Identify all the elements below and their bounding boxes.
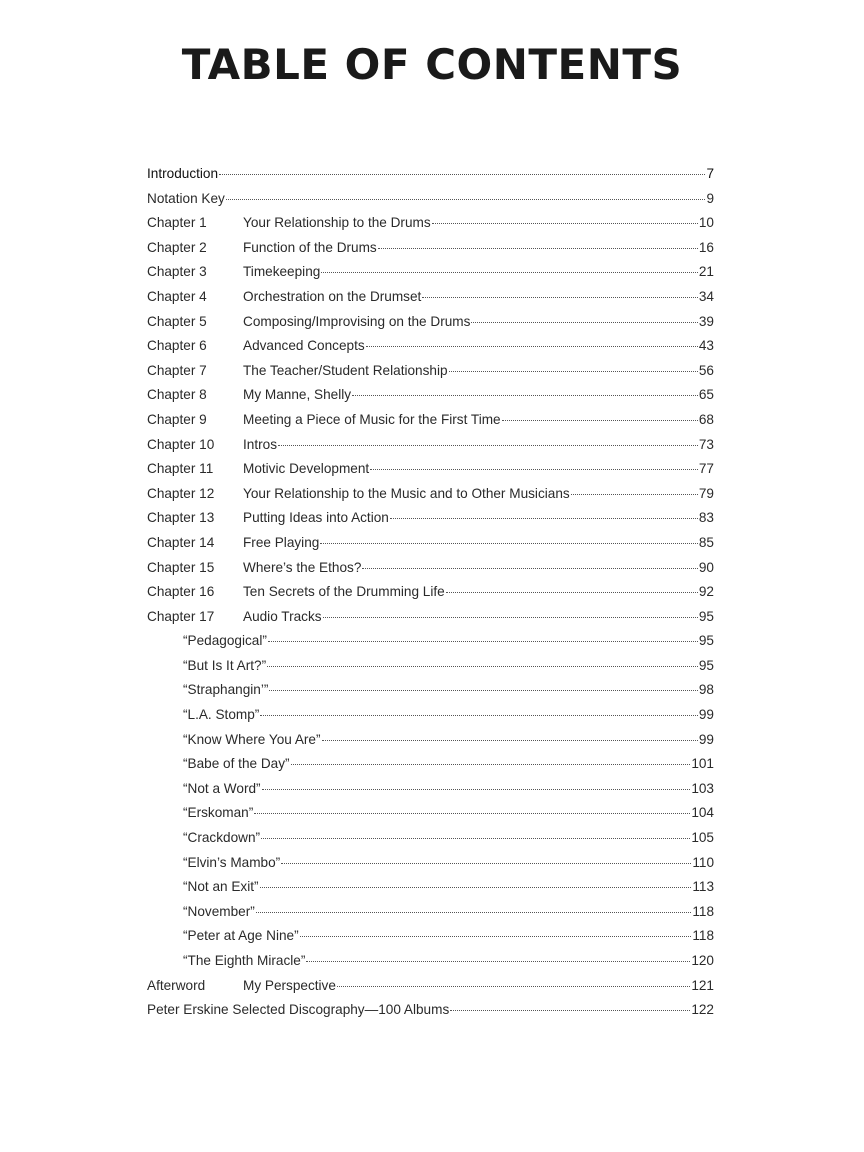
- entry-page: 110: [692, 854, 714, 870]
- toc-entry-chapter-1[interactable]: [147, 211, 714, 236]
- entry-page: 95: [698, 633, 714, 649]
- toc-entry-chapter-2[interactable]: [147, 236, 714, 261]
- entry-page: 68: [698, 411, 714, 427]
- dot-leader: [366, 346, 698, 347]
- dot-leader: [320, 543, 698, 544]
- entry-label: Your Relationship to the Music and to Other Musicians: [243, 485, 570, 501]
- toc-entry-track[interactable]: [147, 752, 714, 777]
- toc-entry-track[interactable]: [147, 629, 714, 654]
- chapter-number: Chapter 1: [147, 215, 207, 231]
- chapter-number: Chapter 16: [147, 584, 215, 600]
- entry-label: Where’s the Ethos?: [243, 559, 362, 575]
- dot-leader: [449, 371, 698, 372]
- dot-leader: [256, 912, 692, 913]
- toc-entry-track[interactable]: [147, 801, 714, 826]
- dot-leader: [378, 248, 698, 249]
- chapter-number: Chapter 10: [147, 436, 215, 452]
- entry-label: Peter Erskine Selected Discography—100 Albums: [147, 1002, 450, 1018]
- dot-leader: [300, 936, 692, 937]
- entry-page: 43: [698, 338, 714, 354]
- entry-label: My Manne, Shelly: [243, 387, 352, 403]
- entry-page: 120: [691, 953, 714, 968]
- entry-page: 92: [698, 584, 714, 600]
- entry-page: 118: [692, 903, 714, 919]
- entry-page: 56: [698, 362, 714, 378]
- entry-page: 101: [691, 756, 714, 772]
- track-title: “Know Where You Are”: [183, 731, 321, 747]
- track-title: “Pedagogical”: [183, 633, 267, 649]
- dot-leader: [422, 297, 698, 298]
- entry-label: Your Relationship to the Drums: [243, 215, 431, 231]
- entry-page: 9: [706, 190, 714, 206]
- entry-page: 104: [691, 805, 714, 821]
- toc-entry-chapter-8[interactable]: [147, 383, 714, 408]
- track-title: “Elvin’s Mambo”: [183, 854, 281, 870]
- dot-leader: [471, 322, 697, 323]
- entry-page: 85: [698, 534, 714, 550]
- chapter-number: Chapter 15: [147, 559, 215, 575]
- entry-page: 118: [692, 928, 714, 944]
- entry-label: Free Playing: [243, 534, 320, 550]
- track-title: “Straphangin’”: [183, 682, 269, 698]
- toc-entry-track[interactable]: [147, 703, 714, 728]
- toc-entry-chapter-10[interactable]: [147, 433, 714, 458]
- dot-leader: [432, 223, 698, 224]
- dot-leader: [306, 961, 690, 962]
- dot-leader: [450, 1010, 690, 1011]
- toc-entry-track[interactable]: [147, 826, 714, 851]
- entry-page: 34: [698, 288, 714, 304]
- toc-entry-chapter-4[interactable]: [147, 285, 714, 310]
- dot-leader: [260, 887, 692, 888]
- dot-leader: [226, 199, 706, 200]
- entry-page: 10: [698, 215, 714, 231]
- entry-page: 65: [698, 387, 714, 403]
- toc-entry-chapter-12[interactable]: [147, 482, 714, 507]
- entry-page: 122: [691, 1002, 714, 1018]
- toc-entry-track[interactable]: [147, 851, 714, 876]
- track-title: “But Is It Art?”: [183, 657, 267, 673]
- track-title: “Not a Word”: [183, 780, 261, 796]
- toc-entry-chapter-17[interactable]: [147, 605, 714, 630]
- dot-leader: [370, 469, 698, 470]
- toc-entry-chapter-13[interactable]: [147, 506, 714, 531]
- entry-label: Meeting a Piece of Music for the First Time: [243, 411, 501, 427]
- entry-label: Ten Secrets of the Drumming Life: [243, 584, 445, 600]
- entry-label: Function of the Drums: [243, 239, 377, 255]
- toc-entry-chapter-7[interactable]: [147, 359, 714, 384]
- toc-entry-track[interactable]: [147, 875, 714, 900]
- entry-page: 77: [698, 461, 714, 477]
- track-title: “Crackdown”: [183, 830, 261, 846]
- entry-label: Timekeeping: [243, 264, 321, 280]
- dot-leader: [352, 395, 698, 396]
- entry-label: Composing/Improvising on the Drums: [243, 313, 471, 329]
- page-title: TABLE OF CONTENTS: [181, 40, 683, 89]
- track-title: “The Eighth Miracle”: [183, 953, 306, 968]
- toc-entry-chapter-11[interactable]: [147, 457, 714, 482]
- dot-leader: [362, 568, 697, 569]
- dot-leader: [262, 789, 691, 790]
- entry-label: Intros: [243, 436, 277, 452]
- entry-page: 103: [691, 780, 714, 796]
- entry-label: My Perspective: [243, 977, 336, 993]
- toc-entry-track[interactable]: [147, 654, 714, 679]
- entry-page: 105: [691, 830, 714, 846]
- table-of-contents: [147, 162, 714, 1023]
- toc-entry-chapter-14[interactable]: [147, 531, 714, 556]
- entry-page: 95: [698, 657, 714, 673]
- entry-page: 21: [698, 264, 714, 280]
- toc-entry-chapter-9[interactable]: [147, 408, 714, 433]
- chapter-number: Chapter 2: [147, 239, 207, 255]
- dot-leader: [281, 863, 691, 864]
- dot-leader: [278, 445, 698, 446]
- dot-leader: [323, 617, 698, 618]
- dot-leader: [269, 690, 697, 691]
- track-title: “L.A. Stomp”: [183, 707, 260, 723]
- dot-leader: [219, 174, 705, 175]
- dot-leader: [571, 494, 698, 495]
- entry-label: Advanced Concepts: [243, 338, 365, 354]
- toc-entry-notation-key[interactable]: [147, 187, 714, 212]
- toc-entry-chapter-15[interactable]: [147, 556, 714, 581]
- toc-entry-discography[interactable]: [147, 998, 714, 1023]
- chapter-number: Chapter 12: [147, 485, 215, 501]
- track-title: “Erskoman”: [183, 805, 254, 821]
- entry-label: The Teacher/Student Relationship: [243, 362, 448, 378]
- dot-leader: [446, 592, 698, 593]
- section-prefix: Afterword: [147, 977, 206, 993]
- entry-page: 16: [698, 239, 714, 255]
- toc-entry-track[interactable]: [147, 728, 714, 753]
- toc-entry-afterword[interactable]: [147, 974, 714, 999]
- entry-page: 79: [698, 485, 714, 501]
- entry-page: 98: [698, 682, 714, 698]
- toc-entry-chapter-3[interactable]: [147, 260, 714, 285]
- entry-label: Notation Key: [147, 190, 225, 206]
- dot-leader: [261, 838, 690, 839]
- toc-entry-track[interactable]: [147, 949, 714, 974]
- toc-entry-introduction[interactable]: [147, 162, 714, 187]
- track-title: “November”: [183, 903, 255, 919]
- dot-leader: [291, 764, 691, 765]
- entry-label: Orchestration on the Drumset: [243, 288, 422, 304]
- dot-leader: [502, 420, 698, 421]
- entry-page: 90: [698, 559, 714, 575]
- dot-leader: [337, 986, 690, 987]
- toc-entry-track[interactable]: [147, 900, 714, 925]
- entry-page: 95: [698, 608, 714, 624]
- chapter-number: Chapter 7: [147, 362, 207, 378]
- toc-entry-chapter-6[interactable]: [147, 334, 714, 359]
- dot-leader: [267, 666, 698, 667]
- dot-leader: [390, 518, 698, 519]
- toc-entry-chapter-5[interactable]: [147, 310, 714, 335]
- dot-leader: [254, 813, 690, 814]
- entry-label: Putting Ideas into Action: [243, 510, 389, 526]
- entry-page: 73: [698, 436, 714, 452]
- chapter-number: Chapter 11: [147, 461, 214, 477]
- toc-entry-track[interactable]: [147, 924, 714, 949]
- dot-leader: [260, 715, 698, 716]
- chapter-number: Chapter 9: [147, 411, 207, 427]
- entry-page: 83: [698, 510, 714, 526]
- chapter-number: Chapter 4: [147, 288, 207, 304]
- dot-leader: [268, 641, 698, 642]
- chapter-number: Chapter 17: [147, 608, 215, 624]
- entry-label: Introduction: [147, 166, 219, 181]
- toc-entry-track[interactable]: [147, 678, 714, 703]
- chapter-number: Chapter 3: [147, 264, 207, 280]
- entry-label: Audio Tracks: [243, 608, 322, 624]
- entry-page: 121: [691, 977, 714, 993]
- track-title: “Not an Exit”: [183, 879, 259, 895]
- entry-page: 99: [698, 707, 714, 723]
- chapter-number: Chapter 8: [147, 387, 207, 403]
- track-title: “Babe of the Day”: [183, 756, 290, 772]
- dot-leader: [321, 272, 698, 273]
- entry-page: 39: [698, 313, 714, 329]
- chapter-number: Chapter 13: [147, 510, 215, 526]
- entry-page: 7: [706, 166, 714, 181]
- entry-page: 99: [698, 731, 714, 747]
- entry-page: 113: [692, 879, 714, 895]
- dot-leader: [322, 740, 698, 741]
- entry-label: Motivic Development: [243, 461, 370, 477]
- chapter-number: Chapter 14: [147, 534, 215, 550]
- toc-entry-track[interactable]: [147, 777, 714, 802]
- toc-entry-chapter-16[interactable]: [147, 580, 714, 605]
- chapter-number: Chapter 5: [147, 313, 207, 329]
- track-title: “Peter at Age Nine”: [183, 928, 299, 944]
- chapter-number: Chapter 6: [147, 338, 207, 354]
